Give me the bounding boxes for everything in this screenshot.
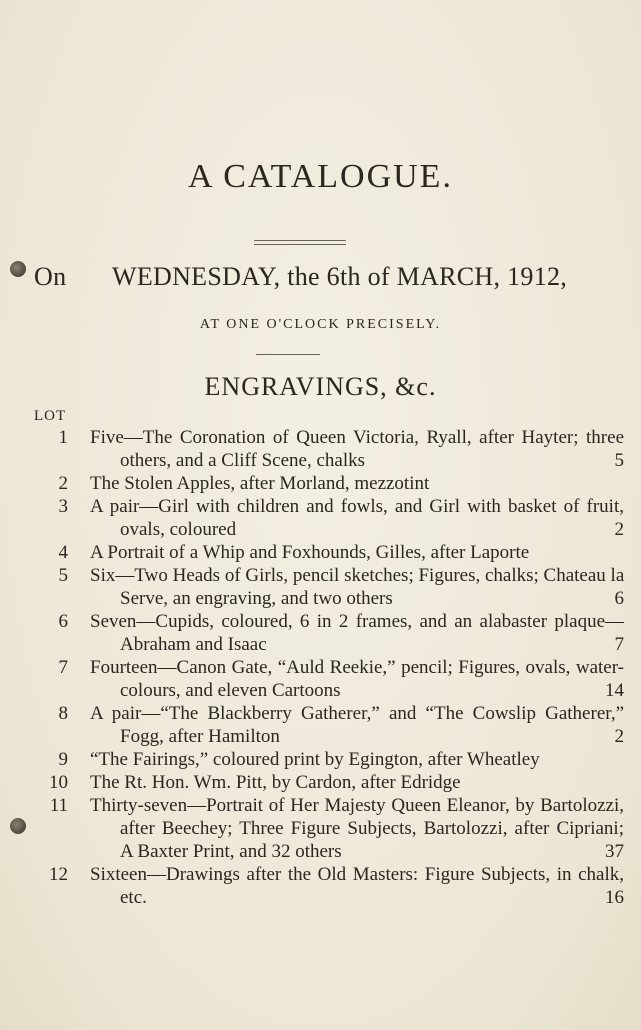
lot-number: 8 bbox=[58, 703, 68, 724]
sale-on: On bbox=[34, 262, 67, 291]
lot-number: 5 bbox=[58, 565, 68, 586]
lot-description-line: Serve, an engraving, and two others bbox=[120, 588, 393, 609]
lot-number: 1 bbox=[58, 427, 68, 448]
lot-item bbox=[0, 472, 641, 495]
lot-quantity: 7 bbox=[614, 634, 624, 655]
lot-description-line: Seven—Cupids, coloured, 6 in 2 frames, and an alabaster plaque— bbox=[90, 611, 624, 632]
lot-description-line: The Stolen Apples, after Morland, mezzotint bbox=[90, 473, 430, 494]
binding-hole-top bbox=[10, 261, 26, 277]
lot-number: 12 bbox=[49, 864, 68, 885]
lot-quantity: 2 bbox=[614, 726, 624, 747]
lot-item bbox=[0, 702, 641, 748]
lot-number: 2 bbox=[58, 473, 68, 494]
lot-description-line: Abraham and Isaac bbox=[120, 634, 267, 655]
lot-description-line: A pair—“The Blackberry Gatherer,” and “The Cowslip Gatherer,” bbox=[90, 703, 624, 724]
lot-quantity: 5 bbox=[614, 450, 624, 471]
lot-description-line: Five—The Coronation of Queen Victoria, Ryall, after Hayter; three bbox=[90, 427, 624, 448]
sale-date: WEDNESDAY, the 6th of MARCH, 1912, bbox=[112, 262, 568, 291]
lot-number: 9 bbox=[58, 749, 68, 770]
lot-description-line: A pair—Girl with children and fowls, and Girl with basket of fruit, bbox=[90, 496, 624, 517]
lot-item bbox=[0, 656, 641, 702]
sale-time: AT ONE O'CLOCK PRECISELY. bbox=[199, 317, 442, 332]
lot-quantity: 37 bbox=[605, 841, 624, 862]
section-rule bbox=[256, 354, 320, 355]
lot-quantity: 2 bbox=[614, 519, 624, 540]
lot-number: 7 bbox=[58, 657, 68, 678]
lot-list bbox=[0, 426, 641, 909]
lot-description-line: after Beechey; Three Figure Subjects, Bartolozzi, after Cipriani; bbox=[120, 818, 624, 839]
lot-quantity: 14 bbox=[605, 680, 624, 701]
lot-description-line: Fogg, after Hamilton bbox=[120, 726, 280, 747]
lot-number: 4 bbox=[58, 542, 68, 563]
lot-item bbox=[0, 748, 641, 771]
lot-description-line: etc. bbox=[120, 887, 147, 908]
lot-description-line: The Rt. Hon. Wm. Pitt, by Cardon, after Edridge bbox=[90, 772, 461, 793]
lot-description-line: others, and a Cliff Scene, chalks bbox=[120, 450, 365, 471]
lot-description-line: Sixteen—Drawings after the Old Masters: Figure Subjects, in chalk, bbox=[90, 864, 624, 885]
lot-description-line: A Baxter Print, and 32 others bbox=[120, 841, 342, 862]
title-rule bbox=[254, 240, 346, 245]
lot-item bbox=[0, 771, 641, 794]
lot-item bbox=[0, 564, 641, 610]
lot-description-line: colours, and eleven Cartoons bbox=[120, 680, 341, 701]
lot-number: 11 bbox=[49, 795, 68, 816]
lot-description-line: Fourteen—Canon Gate, “Auld Reekie,” pencil; Figures, ovals, water- bbox=[90, 657, 624, 678]
lot-description-line: Thirty-seven—Portrait of Her Majesty Queen Eleanor, by Bartolozzi, bbox=[90, 795, 624, 816]
lot-item bbox=[0, 541, 641, 564]
lot-quantity: 6 bbox=[614, 588, 624, 609]
lot-description-line: “The Fairings,” coloured print by Egington, after Wheatley bbox=[90, 749, 540, 770]
lot-item bbox=[0, 794, 641, 863]
lot-description-line: A Portrait of a Whip and Foxhounds, Gilles, after Laporte bbox=[90, 542, 530, 563]
lot-item bbox=[0, 426, 641, 472]
lot-number: 3 bbox=[58, 496, 68, 517]
lot-item bbox=[0, 863, 641, 909]
sale-date-line bbox=[34, 262, 634, 292]
page-title: A CATALOGUE. bbox=[188, 158, 453, 195]
lot-item bbox=[0, 610, 641, 656]
lot-column-header: LOT bbox=[34, 408, 67, 424]
lot-item bbox=[0, 495, 641, 541]
lot-number: 6 bbox=[58, 611, 68, 632]
section-heading: ENGRAVINGS, &c. bbox=[204, 372, 437, 401]
lot-quantity: 16 bbox=[605, 887, 624, 908]
lot-description-line: ovals, coloured bbox=[120, 519, 237, 540]
lot-description-line: Six—Two Heads of Girls, pencil sketches; Figures, chalks; Chateau la bbox=[90, 565, 624, 586]
lot-number: 10 bbox=[49, 772, 68, 793]
